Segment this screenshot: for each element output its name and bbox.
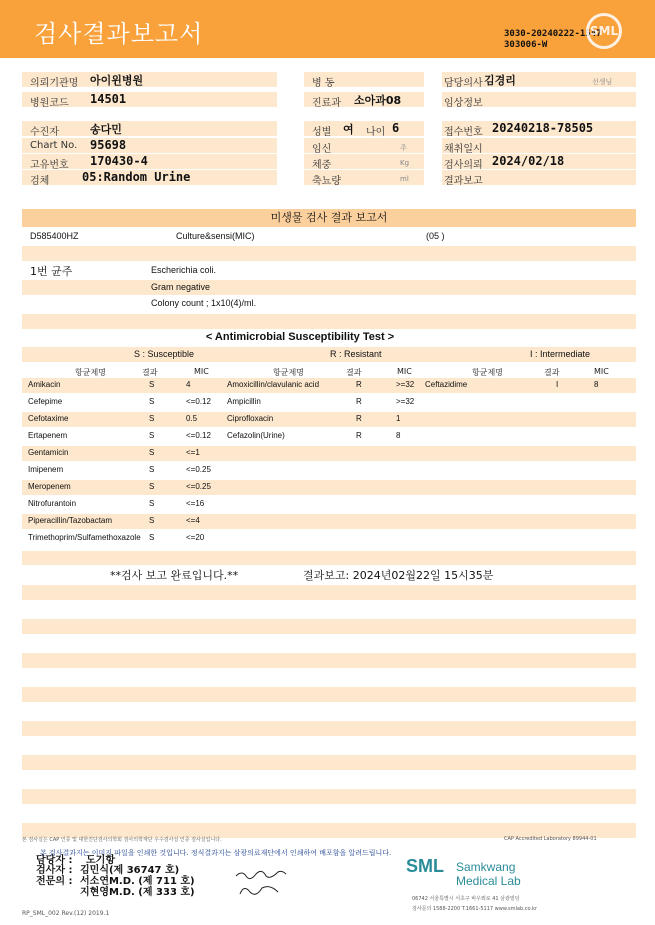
report-title: 검사결과보고서 [34, 20, 204, 48]
specimen-label: 검체 [30, 176, 50, 187]
colony-value: Colony count ; 1x10(4)/ml. [151, 298, 257, 308]
ast-result: S [149, 465, 155, 474]
cap-number: CAP Accredited Laboratory 89944-01 [504, 836, 597, 842]
ast-mic: <=0.25 [186, 465, 211, 474]
ast-drug-name: Piperacillin/Tazobactam [28, 516, 113, 525]
ast-drug-name: Amikacin [28, 380, 61, 389]
receipt-label: 접수번호 [444, 127, 483, 138]
ast-drug-name: Trimethoprim/Sulfamethoxazole [28, 533, 141, 542]
ast-mic: <=0.12 [186, 397, 211, 406]
micro-code: D585400HZ [30, 231, 79, 241]
col1-mic-header: MIC [194, 367, 209, 376]
ast-drug-name: Meropenem [28, 482, 71, 491]
ast-mic: <=4 [186, 516, 200, 525]
col2-result-header: 결과 [346, 368, 362, 377]
doctor-label: 담당의사 [444, 78, 483, 89]
ast-result: R [356, 380, 362, 389]
ast-mic: 4 [186, 380, 191, 389]
col1-drug-header: 항균제명 [75, 368, 106, 377]
micro-test: Culture&sensi(MIC) [176, 231, 255, 241]
chart-value: 95698 [90, 138, 127, 152]
legend-i: I : Intermediate [530, 349, 591, 359]
unique-value: 170430-4 [90, 154, 148, 168]
ast-drug-name: Imipenem [28, 465, 64, 474]
col3-result-header: 결과 [544, 368, 560, 377]
specialist-label: 전문의 : [36, 876, 73, 887]
handwritten-signature-icon [232, 866, 292, 900]
dept-label: 진료과 [312, 98, 341, 109]
weight-unit: Kg [400, 159, 410, 167]
sml-logo-icon: SML [586, 13, 622, 49]
clinical-label: 임상정보 [444, 98, 483, 109]
ast-mic: <=20 [186, 533, 205, 542]
urine-label: 축뇨량 [312, 176, 341, 187]
sex-label: 성별 [312, 127, 332, 138]
ast-result: S [149, 533, 155, 542]
report-label: 결과보고 [444, 176, 483, 187]
ast-drug-name: Ampicillin [227, 397, 261, 406]
address: 06742 서울특별시 서초구 바우뫼로 41 삼광빌딩 [412, 896, 520, 902]
ward-label: 병 동 [312, 78, 335, 89]
ast-mic: 0.5 [186, 414, 198, 423]
tester-label: 검사자 : [36, 865, 73, 876]
ast-drug-name: Ceftazidime [425, 380, 468, 389]
ast-mic: <=0.12 [186, 431, 211, 440]
patient-value: 송다민 [90, 123, 122, 136]
requester-label: 의뢰기관명 [30, 78, 79, 89]
gram-value: Gram negative [151, 282, 211, 292]
ast-result: I [556, 380, 559, 389]
specialist-2: 지현영M.D. (제 333 호) [80, 887, 195, 898]
micro-section-title: 미생물 검사 결과 보고서 [22, 209, 636, 227]
weight-label: 체중 [312, 160, 332, 171]
ast-result: S [149, 482, 155, 491]
organism-value: Escherichia coli. [151, 265, 217, 275]
ast-drug-name: Amoxicillin/clavulanic acid [227, 380, 320, 389]
isolate-label: 1번 균주 [30, 265, 73, 278]
print-notice: 본 검사결과지는 이미지 파일을 인쇄한 것입니다. 정식결과지는 삼광의료재단에서 인쇄하여 배포함을 알려드립니다. [40, 849, 392, 857]
ast-drug-name: Nitrofurantoin [28, 499, 77, 508]
lead-label: 담당자 : [36, 855, 73, 866]
org-name-1: Samkwang [456, 860, 516, 874]
report-code-1: 3030-20240222-1547 [504, 29, 602, 39]
micro-spec: (05 ) [426, 231, 445, 241]
receipt-value: 20240218-78505 [492, 121, 594, 135]
report-header [0, 0, 655, 58]
ast-mic: <=16 [186, 499, 205, 508]
col2-drug-header: 항균제명 [273, 368, 304, 377]
urine-unit: ml [400, 175, 409, 183]
tester-value: 김민식(제 36747 호) [80, 865, 180, 876]
col1-result-header: 결과 [142, 368, 158, 377]
ast-drug-name: Cefotaxime [28, 414, 69, 423]
col3-drug-header: 항균제명 [472, 368, 503, 377]
completion-message: **검사 보고 완료입니다.** [110, 569, 239, 582]
ast-drug-name: Cefepime [28, 397, 63, 406]
dept-value: 소아과08 [354, 94, 402, 107]
ast-result: S [149, 499, 155, 508]
org-name-2: Medical Lab [456, 874, 521, 888]
ast-drug-name: Gentamicin [28, 448, 69, 457]
ast-mic: 1 [396, 414, 401, 423]
age-label: 나이 [366, 127, 386, 138]
ast-title: < Antimicrobial Susceptibility Test > [205, 331, 395, 343]
ast-result: R [356, 431, 362, 440]
report-code-2: 303006-W [504, 40, 548, 50]
ast-result: R [356, 414, 362, 423]
ast-result: S [149, 516, 155, 525]
reqdate-label: 검사의뢰 [444, 160, 483, 171]
report-time: 결과보고: 2024년02월22일 15시35분 [303, 569, 494, 582]
legend-r: R : Resistant [330, 349, 382, 359]
sml-mark-icon: SML [406, 856, 444, 876]
ast-mic: 8 [594, 380, 599, 389]
ast-result: S [149, 448, 155, 457]
reqdate-value: 2024/02/18 [492, 154, 565, 168]
patient-label: 수진자 [30, 127, 59, 138]
lead-value: 도기항 [86, 855, 115, 866]
specimen-value: 05:Random Urine [82, 170, 191, 184]
chart-label: Chart No. [30, 140, 78, 151]
col2-mic-header: MIC [397, 367, 412, 376]
ast-result: S [149, 431, 155, 440]
preg-unit: 주 [400, 144, 407, 152]
ast-mic: 8 [396, 431, 401, 440]
col3-mic-header: MIC [594, 367, 609, 376]
requester-value: 아이윈병원 [90, 74, 144, 87]
ast-drug-name: Ertapenem [28, 431, 68, 440]
hospcode-label: 병원코드 [30, 98, 69, 109]
ast-result: S [149, 397, 155, 406]
doctor-suffix: 선생님 [592, 78, 613, 86]
ast-mic: <=1 [186, 448, 200, 457]
ast-drug-name: Cefazolin(Urine) [227, 431, 285, 440]
ast-mic: >=32 [396, 397, 415, 406]
legend-s: S : Susceptible [134, 349, 195, 359]
hospcode-value: 14501 [90, 92, 127, 106]
ast-result: S [149, 414, 155, 423]
ast-mic: <=0.25 [186, 482, 211, 491]
sex-value: 여 [343, 123, 354, 136]
specialist-1: 서소연M.D. (제 711 호) [80, 876, 195, 887]
phone: 검사문의 1588-2200 T.1661-5117 www.smlab.co.kr [412, 906, 537, 912]
ast-mic: >=32 [396, 380, 415, 389]
ast-result: S [149, 380, 155, 389]
ast-result: R [356, 397, 362, 406]
age-value: 6 [392, 121, 400, 135]
doctor-value: 김경리 [484, 74, 516, 87]
collect-label: 채취일시 [444, 144, 483, 155]
unique-label: 고유번호 [30, 160, 69, 171]
accreditation-notice: 본 검사실은 CAP 인증 및 대한진단검사의학회 검사의학재단 우수검사실 인증 검사실입니다. [22, 837, 222, 843]
form-code: RP_SML_002 Rev.(12) 2019.1 [22, 910, 110, 917]
ast-drug-name: Ciprofloxacin [227, 414, 274, 423]
preg-label: 임신 [312, 144, 332, 155]
